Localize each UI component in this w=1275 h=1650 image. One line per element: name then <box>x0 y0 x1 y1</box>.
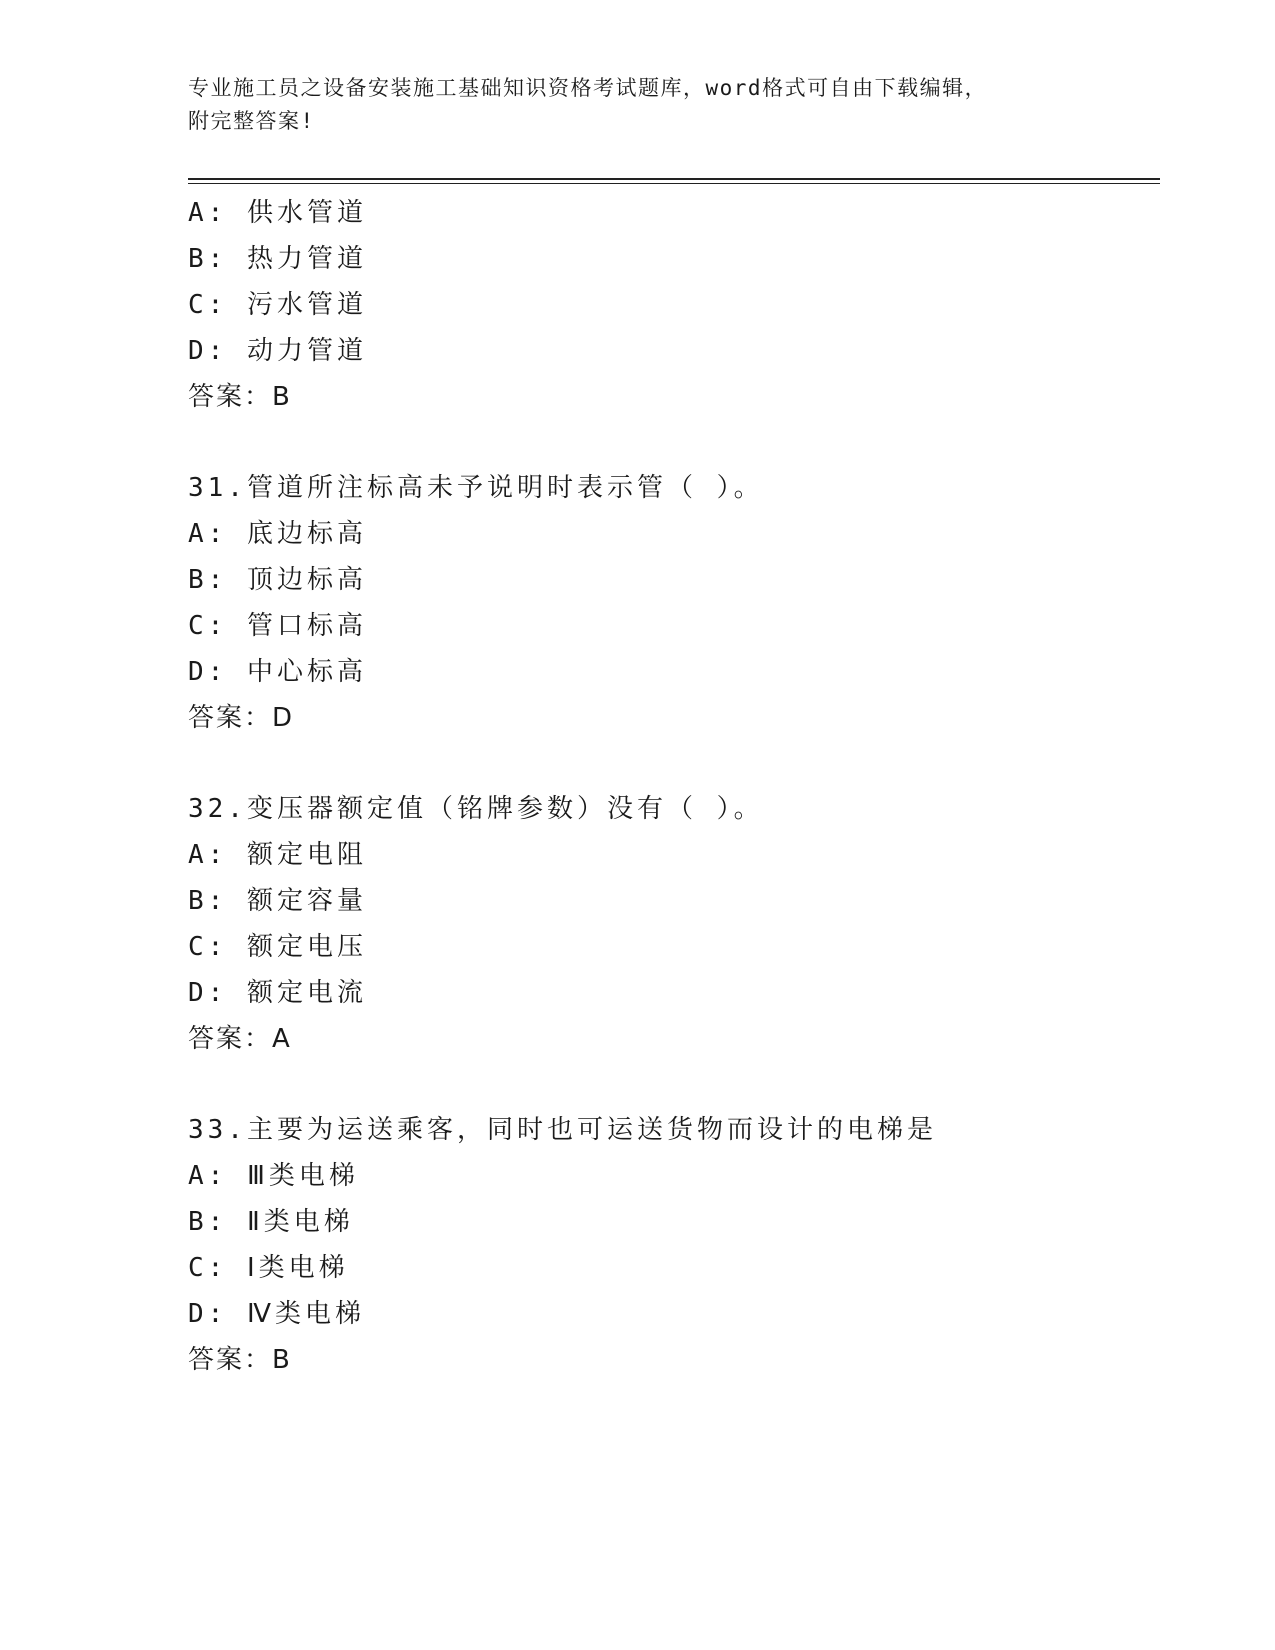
option-a: A: 底边标高 <box>188 519 367 549</box>
question-text: 31.管道所注标高未予说明时表示管（ ）。 <box>188 473 764 503</box>
option-b: B: 顶边标高 <box>188 565 367 595</box>
option-c: C: 管口标高 <box>188 611 367 641</box>
answer-line: 答案：D <box>188 703 295 733</box>
option-d: D: 额定电流 <box>188 978 367 1008</box>
question-block <box>188 1107 1160 1383</box>
question-text: 32.变压器额定值（铭牌参数）没有（ ）。 <box>188 794 764 824</box>
answer-line: 答案：B <box>188 1345 292 1375</box>
option-a: A: Ⅲ类电梯 <box>188 1161 359 1191</box>
header-line-2: 附完整答案! <box>188 109 315 133</box>
option-b: B: 热力管道 <box>188 244 367 274</box>
option-d: D: 动力管道 <box>188 336 367 366</box>
option-d: D: 中心标高 <box>188 657 367 687</box>
question-block <box>188 786 1160 1062</box>
option-a: A: 额定电阻 <box>188 840 367 870</box>
question-block <box>188 465 1160 741</box>
option-c: C: 污水管道 <box>188 290 367 320</box>
option-b: B: Ⅱ类电梯 <box>188 1207 354 1237</box>
header-divider-thin <box>188 183 1160 184</box>
header-divider-thick <box>188 178 1160 180</box>
answer-line: 答案：B <box>188 382 292 412</box>
option-c: C: 额定电压 <box>188 932 367 962</box>
question-list <box>188 190 1160 1383</box>
answer-line: 答案：A <box>188 1024 292 1054</box>
document-header <box>188 72 1088 138</box>
question-block <box>188 190 1160 420</box>
option-c: C: Ⅰ类电梯 <box>188 1253 349 1283</box>
option-b: B: 额定容量 <box>188 886 367 916</box>
question-text: 33.主要为运送乘客，同时也可运送货物而设计的电梯是 <box>188 1115 937 1145</box>
header-line-1: 专业施工员之设备安装施工基础知识资格考试题库，word格式可自由下载编辑， <box>188 76 988 100</box>
option-d: D: Ⅳ类电梯 <box>188 1299 365 1329</box>
option-a: A: 供水管道 <box>188 198 367 228</box>
